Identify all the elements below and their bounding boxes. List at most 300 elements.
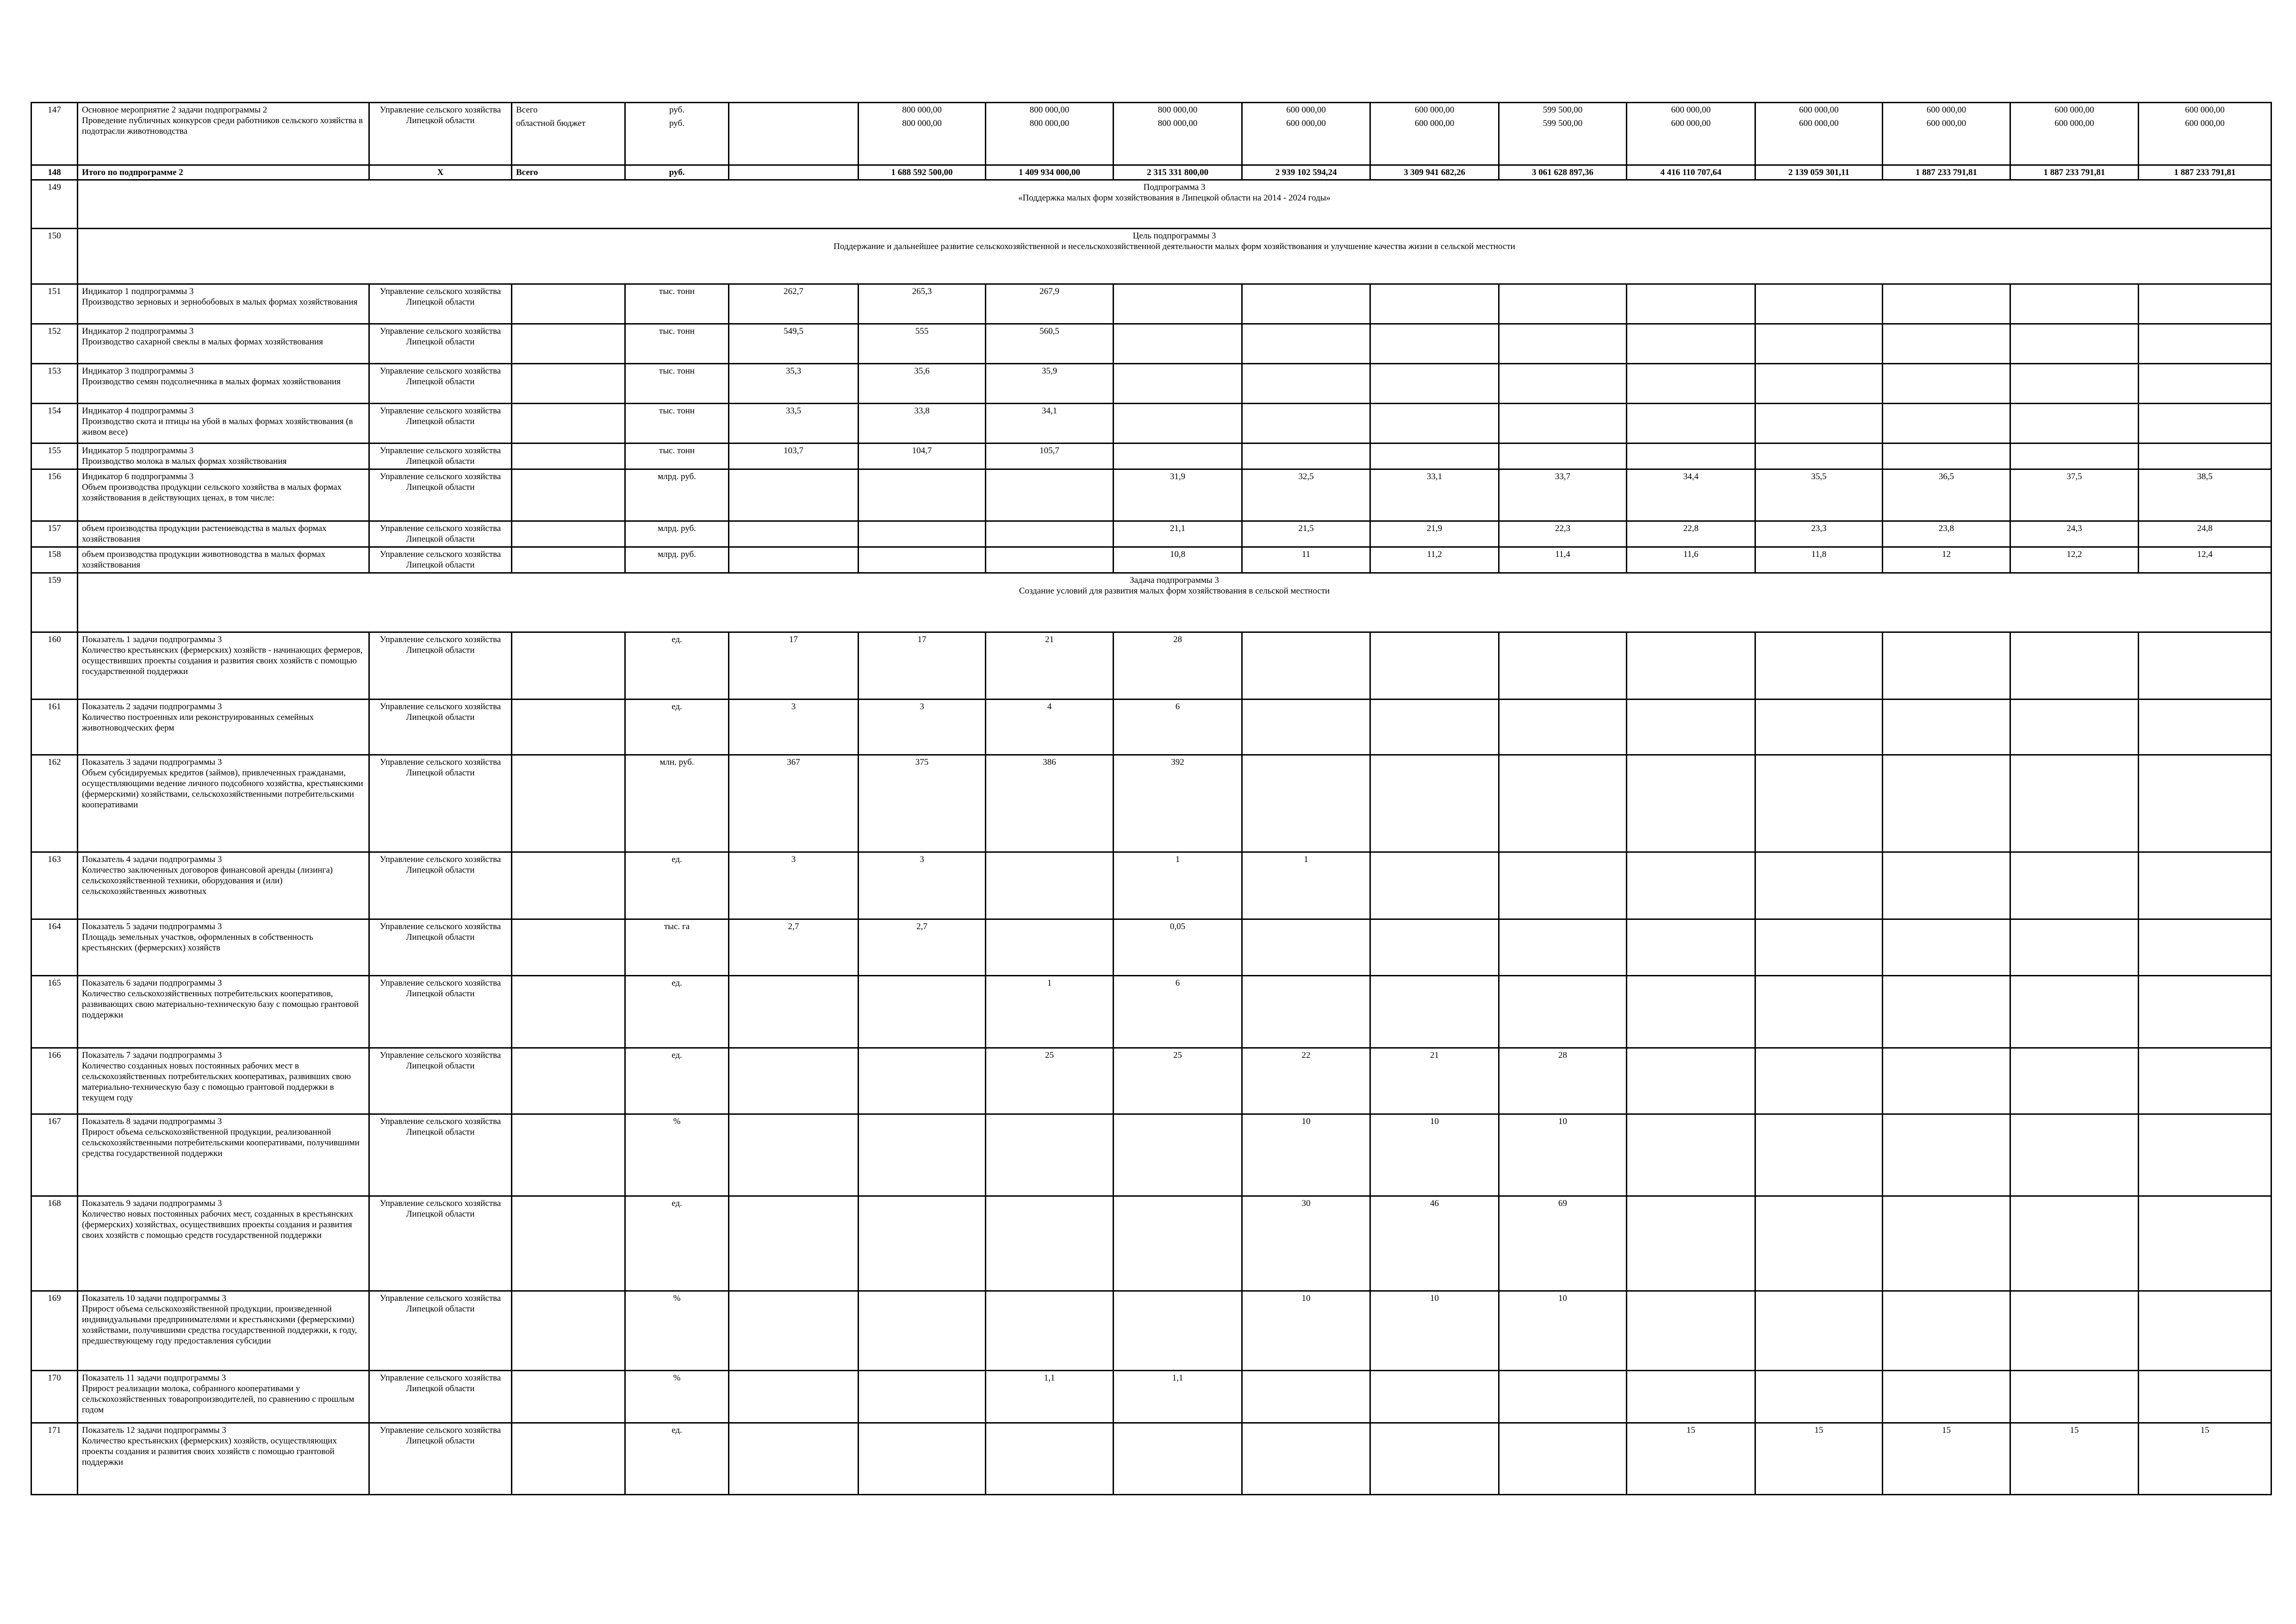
indicator-name: Индикатор 4 подпрограммы 3 Производство скота и птицы на убой в малых формах хозяйствования (в живом весе) <box>78 404 369 443</box>
value-cell <box>1883 443 2010 469</box>
value-cell <box>1499 1371 1627 1423</box>
value-cell <box>986 700 1114 755</box>
value: 15 <box>1942 1425 1951 1435</box>
value-cell <box>729 1423 859 1495</box>
indicator-name: Индикатор 2 подпрограммы 3 Производство сахарной свеклы в малых формах хозяйствования <box>78 324 369 364</box>
unit <box>625 1371 729 1423</box>
value-cell <box>986 632 1114 700</box>
table-row <box>31 103 2271 165</box>
value-cell <box>1499 521 1627 547</box>
indicator-name: Индикатор 3 подпрограммы 3 Производство семян подсолнечника в малых формах хозяйствования <box>78 364 369 404</box>
value-cell <box>1114 1371 1242 1423</box>
value: 1 688 592 500,00 <box>891 168 953 177</box>
unit <box>625 700 729 755</box>
value-cell <box>1883 1371 2010 1423</box>
value-cell <box>1114 1048 1242 1114</box>
value: 10,8 <box>1170 550 1186 559</box>
value-cell <box>859 1291 986 1371</box>
value: 37,5 <box>2066 472 2082 481</box>
value-cell <box>729 404 859 443</box>
funding-source <box>512 755 625 852</box>
unit-line: ед. <box>672 635 682 644</box>
value: 3 <box>920 855 924 864</box>
value-cell <box>1242 1423 1370 1495</box>
unit <box>625 1048 729 1114</box>
value-cell <box>1499 1291 1627 1371</box>
value-cell <box>859 632 986 700</box>
value-cell <box>1755 1114 1883 1196</box>
unit-line: тыс. тонн <box>659 366 695 376</box>
value: 1 <box>1047 978 1052 988</box>
value: 600 000,00 <box>1926 105 1966 115</box>
value-cell <box>986 852 1114 919</box>
value-cell <box>859 284 986 324</box>
value-cell <box>1627 755 1755 852</box>
value: 10 <box>1558 1293 1567 1303</box>
value-cell <box>1114 755 1242 852</box>
value: 1 887 233 791,81 <box>1916 168 1977 177</box>
value: 560,5 <box>1039 326 1059 336</box>
value-cell <box>1883 1291 2010 1371</box>
value-cell <box>1627 1423 1755 1495</box>
executor: Управление сельского хозяйства Липецкой области <box>369 469 512 521</box>
value-cell <box>1755 632 1883 700</box>
value: 555 <box>915 326 929 336</box>
value-cell <box>1755 469 1883 521</box>
value-cell <box>1242 1371 1370 1423</box>
indicator-name: Итого по подпрограмме 2 <box>78 165 369 180</box>
row-number: 164 <box>31 919 78 976</box>
unit <box>625 165 729 180</box>
value: 12,2 <box>2066 550 2082 559</box>
unit <box>625 755 729 852</box>
value: 33,1 <box>1426 472 1443 481</box>
value-cell <box>1755 1423 1883 1495</box>
value: 600 000,00 <box>2054 105 2094 115</box>
value-cell <box>2010 1196 2139 1291</box>
value-cell <box>1883 404 2010 443</box>
value-cell <box>1499 852 1627 919</box>
value-cell <box>986 469 1114 521</box>
funding-source <box>512 919 625 976</box>
value-cell <box>859 700 986 755</box>
value-cell <box>2139 521 2271 547</box>
row-number: 167 <box>31 1114 78 1196</box>
value-cell <box>729 469 859 521</box>
value-cell <box>859 165 986 180</box>
value: 17 <box>917 635 927 644</box>
unit <box>625 443 729 469</box>
executor: Управление сельского хозяйства Липецкой области <box>369 1291 512 1371</box>
value: 800 000,00 <box>1029 119 1070 128</box>
value: 103,7 <box>784 446 803 456</box>
value-cell <box>2139 443 2271 469</box>
value: 38,5 <box>2197 472 2213 481</box>
value-cell <box>1755 364 1883 404</box>
value: 4 416 110 707,64 <box>1660 168 1722 177</box>
program-indicators-table <box>31 102 2272 1495</box>
row-number: 156 <box>31 469 78 521</box>
value-cell <box>859 1048 986 1114</box>
value: 21,9 <box>1426 524 1443 533</box>
value: 10 <box>1301 1293 1311 1303</box>
unit-line: руб. <box>669 119 684 128</box>
value: 10 <box>1430 1293 1439 1303</box>
value-cell <box>729 165 859 180</box>
value-cell <box>1627 700 1755 755</box>
row-number: 169 <box>31 1291 78 1371</box>
value: 2 315 331 800,00 <box>1147 168 1208 177</box>
unit-line: руб. <box>669 105 684 115</box>
value-cell <box>1755 1196 1883 1291</box>
value: 11,2 <box>1427 550 1442 559</box>
funding-source <box>512 852 625 919</box>
indicator-name: Индикатор 1 подпрограммы 3 Производство зерновых и зернобобовых в малых формах хозяйствования <box>78 284 369 324</box>
table-row <box>31 573 2271 632</box>
value-cell <box>1370 852 1499 919</box>
value-cell <box>859 976 986 1048</box>
table-row <box>31 547 2271 573</box>
row-number: 153 <box>31 364 78 404</box>
value-cell <box>1114 1114 1242 1196</box>
value-cell <box>1883 755 2010 852</box>
value-cell <box>1883 700 2010 755</box>
value: 2 139 059 301,11 <box>1788 168 1849 177</box>
value-cell <box>729 324 859 364</box>
executor: Управление сельского хозяйства Липецкой области <box>369 1371 512 1423</box>
value-cell <box>1755 1371 1883 1423</box>
value-cell <box>1499 364 1627 404</box>
value-cell <box>1883 284 2010 324</box>
value-cell <box>1627 469 1755 521</box>
row-number: 155 <box>31 443 78 469</box>
unit-line: тыс. тонн <box>659 406 695 416</box>
value-cell <box>2139 976 2271 1048</box>
value-cell <box>2010 1048 2139 1114</box>
funding-source <box>512 1196 625 1291</box>
value-cell <box>1242 700 1370 755</box>
value-cell <box>1755 521 1883 547</box>
value-cell <box>1370 103 1499 165</box>
value-cell <box>1242 919 1370 976</box>
value: 1,1 <box>1044 1373 1055 1383</box>
value-cell <box>1883 1114 2010 1196</box>
value-cell <box>859 469 986 521</box>
indicator-name: Показатель 9 задачи подпрограммы 3 Количество новых постоянных рабочих мест, созданных в крестьянских (фермерских) хозяйствах, осуществивших проекты создания и развития своих хозяйств с помощью средств государственной поддержки <box>78 1196 369 1291</box>
row-number: 165 <box>31 976 78 1048</box>
indicator-name: Показатель 3 задачи подпрограммы 3 Объем субсидируемых кредитов (займов), привлеченных гражданами, осуществляющими ведение личного подсобного хозяйства, крестьянскими (фермерскими) хозяйствами, сельскохозяйственными потребительскими кооперативами <box>78 755 369 852</box>
value: 600 000,00 <box>1926 119 1966 128</box>
table-row <box>31 1423 2271 1495</box>
value: 33,7 <box>1555 472 1571 481</box>
value-cell <box>1242 852 1370 919</box>
value-cell <box>1114 852 1242 919</box>
value-cell <box>1755 165 1883 180</box>
indicator-name: Показатель 6 задачи подпрограммы 3 Количество сельскохозяйственных потребительских кооперативов, развивающих свою материально-техническую базу с помощью грантовой поддержки <box>78 976 369 1048</box>
value-cell <box>1114 165 1242 180</box>
row-number: 147 <box>31 103 78 165</box>
value-cell <box>1370 1423 1499 1495</box>
table-row <box>31 229 2271 284</box>
value-cell <box>859 852 986 919</box>
value-cell <box>859 364 986 404</box>
value-cell <box>1242 364 1370 404</box>
value: 600 000,00 <box>1799 105 1839 115</box>
executor: Управление сельского хозяйства Липецкой области <box>369 755 512 852</box>
unit <box>625 324 729 364</box>
value-cell <box>1370 165 1499 180</box>
value: 3 309 941 682,26 <box>1404 168 1465 177</box>
value-cell <box>729 919 859 976</box>
value-cell <box>986 443 1114 469</box>
row-number: 149 <box>31 180 78 229</box>
unit <box>625 404 729 443</box>
unit-line: ед. <box>672 702 682 712</box>
value: 6 <box>1175 978 1180 988</box>
value-cell <box>986 521 1114 547</box>
value-cell <box>1370 919 1499 976</box>
table-row <box>31 919 2271 976</box>
indicator-name: Основное мероприятие 2 задачи подпрограммы 2 Проведение публичных конкурсов среди работников сельского хозяйства в подотрасли животноводства <box>78 103 369 165</box>
row-number: 163 <box>31 852 78 919</box>
value-cell <box>2139 469 2271 521</box>
value-cell <box>1499 324 1627 364</box>
value-cell <box>1499 976 1627 1048</box>
value-cell <box>2139 1291 2271 1371</box>
value-cell <box>1627 165 1755 180</box>
value-cell <box>2010 632 2139 700</box>
value-cell <box>2010 404 2139 443</box>
executor: Управление сельского хозяйства Липецкой области <box>369 521 512 547</box>
value-cell <box>986 364 1114 404</box>
value-cell <box>1883 469 2010 521</box>
value-cell <box>729 1114 859 1196</box>
value-cell <box>986 1196 1114 1291</box>
value-cell <box>1114 364 1242 404</box>
value: 386 <box>1043 757 1056 767</box>
unit <box>625 1291 729 1371</box>
funding-source <box>512 284 625 324</box>
value-cell <box>1499 1114 1627 1196</box>
executor: Управление сельского хозяйства Липецкой области <box>369 547 512 573</box>
row-number: 168 <box>31 1196 78 1291</box>
value-cell <box>1370 469 1499 521</box>
value: 600 000,00 <box>1671 105 1711 115</box>
value-cell <box>1883 919 2010 976</box>
value-cell <box>1242 1048 1370 1114</box>
value-cell <box>1627 1048 1755 1114</box>
value-cell <box>1627 976 1755 1048</box>
executor: Управление сельского хозяйства Липецкой области <box>369 852 512 919</box>
value-cell <box>986 103 1114 165</box>
funding-source <box>512 632 625 700</box>
executor: Управление сельского хозяйства Липецкой области <box>369 404 512 443</box>
unit-line: % <box>673 1117 681 1126</box>
funding-source-line: Всего <box>516 168 538 177</box>
table-row <box>31 165 2271 180</box>
executor: Управление сельского хозяйства Липецкой области <box>369 443 512 469</box>
value-cell <box>2010 547 2139 573</box>
value-cell <box>1114 324 1242 364</box>
value-cell <box>1242 165 1370 180</box>
value-cell <box>1370 976 1499 1048</box>
value-cell <box>859 1114 986 1196</box>
value: 25 <box>1045 1050 1054 1060</box>
table-row <box>31 755 2271 852</box>
executor: Управление сельского хозяйства Липецкой области <box>369 364 512 404</box>
indicator-name: Показатель 11 задачи подпрограммы 3 Прирост реализации молока, собранного кооперативами у сельскохозяйственных товаропроизводителей, по сравнению с прошлым годом <box>78 1371 369 1423</box>
value-cell <box>1114 103 1242 165</box>
value-cell <box>2139 755 2271 852</box>
value-cell <box>2139 404 2271 443</box>
value-cell <box>2139 632 2271 700</box>
value: 600 000,00 <box>2185 119 2225 128</box>
value-cell <box>1883 1196 2010 1291</box>
unit-line: % <box>673 1293 681 1303</box>
value-cell <box>1755 404 1883 443</box>
value-cell <box>859 919 986 976</box>
table-row <box>31 1291 2271 1371</box>
value-cell <box>1883 852 2010 919</box>
unit-line: ед. <box>672 978 682 988</box>
value-cell <box>1627 103 1755 165</box>
value: 12,4 <box>2197 550 2213 559</box>
value-cell <box>1883 1048 2010 1114</box>
value-cell <box>2010 443 2139 469</box>
table-row <box>31 364 2271 404</box>
funding-source <box>512 1371 625 1423</box>
row-number: 150 <box>31 229 78 284</box>
value: 35,6 <box>914 366 930 376</box>
value: 33,5 <box>785 406 802 416</box>
value-cell <box>2139 1196 2271 1291</box>
value-cell <box>1114 443 1242 469</box>
unit-line: руб. <box>669 168 685 177</box>
value: 31,9 <box>1170 472 1186 481</box>
section-header: Подпрограмма 3 «Поддержка малых форм хозяйствования в Липецкой области на 2014 - 2024 годы» <box>78 180 2271 229</box>
table-row <box>31 521 2271 547</box>
value-cell <box>1370 1048 1499 1114</box>
value: 600 000,00 <box>1414 105 1455 115</box>
value-cell <box>1242 632 1370 700</box>
value-cell <box>729 547 859 573</box>
funding-source-line: областной бюджет <box>516 119 586 128</box>
value-cell <box>1499 284 1627 324</box>
value-cell <box>729 103 859 165</box>
table-row <box>31 852 2271 919</box>
value-cell <box>1627 1196 1755 1291</box>
funding-source <box>512 521 625 547</box>
row-number: 148 <box>31 165 78 180</box>
table-row <box>31 1048 2271 1114</box>
table-row <box>31 632 2271 700</box>
table-row <box>31 1371 2271 1423</box>
value-cell <box>2139 852 2271 919</box>
unit-line: млрд. руб. <box>658 472 696 481</box>
value-cell <box>2010 324 2139 364</box>
value: 3 <box>791 702 796 712</box>
value-cell <box>1627 284 1755 324</box>
table-row <box>31 324 2271 364</box>
value-cell <box>2010 1371 2139 1423</box>
executor: Управление сельского хозяйства Липецкой области <box>369 284 512 324</box>
value: 3 <box>920 702 924 712</box>
value-cell <box>2139 364 2271 404</box>
value-cell <box>1370 632 1499 700</box>
value: 1 <box>1175 855 1180 864</box>
value: 800 000,00 <box>1157 105 1198 115</box>
value-cell <box>1499 700 1627 755</box>
value-cell <box>1242 547 1370 573</box>
value-cell <box>729 852 859 919</box>
value: 800 000,00 <box>902 105 942 115</box>
value-cell <box>1627 919 1755 976</box>
value-cell <box>2010 919 2139 976</box>
value-cell <box>2010 976 2139 1048</box>
unit-line: ед. <box>672 1199 682 1208</box>
value: 600 000,00 <box>2054 119 2094 128</box>
value-cell <box>1883 521 2010 547</box>
unit-line: тыс. тонн <box>659 326 695 336</box>
value: 1 409 934 000,00 <box>1019 168 1080 177</box>
value-cell <box>1242 755 1370 852</box>
value-cell <box>859 324 986 364</box>
table-row <box>31 404 2271 443</box>
value-cell <box>2139 284 2271 324</box>
value: 28 <box>1173 635 1182 644</box>
value: 392 <box>1171 757 1184 767</box>
indicator-name: Показатель 7 задачи подпрограммы 3 Количество созданных новых постоянных рабочих мест в сельскохозяйственных потребительских кооперативах, развивших свою материально-техническую базу с помощью грантовой поддержки в текущем году <box>78 1048 369 1114</box>
value: 35,9 <box>1041 366 1058 376</box>
value: 21 <box>1430 1050 1439 1060</box>
value-cell <box>1370 1371 1499 1423</box>
value-cell <box>1242 284 1370 324</box>
value: 34,1 <box>1041 406 1058 416</box>
value-cell <box>2010 521 2139 547</box>
value-cell <box>1242 521 1370 547</box>
value-cell <box>729 364 859 404</box>
unit-line: млрд. руб. <box>658 550 696 559</box>
value-cell <box>1755 1291 1883 1371</box>
indicator-name: Показатель 10 задачи подпрограммы 3 Прирост объема сельскохозяйственной продукции, произведенной индивидуальными предпринимателями и крестьянскими (фермерскими) хозяйствами, получившими средства государственной поддержки, к году, предшествующему году предоставления субсидии <box>78 1291 369 1371</box>
value: 1,1 <box>1172 1373 1183 1383</box>
table-row <box>31 1114 2271 1196</box>
value: 600 000,00 <box>1671 119 1711 128</box>
executor: Управление сельского хозяйства Липецкой области <box>369 919 512 976</box>
value-cell <box>1370 1291 1499 1371</box>
value-cell <box>2010 469 2139 521</box>
value-cell <box>986 165 1114 180</box>
funding-source <box>512 324 625 364</box>
indicator-name: Индикатор 5 подпрограммы 3 Производство молока в малых формах хозяйствования <box>78 443 369 469</box>
value: 21 <box>1045 635 1054 644</box>
row-number: 171 <box>31 1423 78 1495</box>
value-cell <box>1499 1048 1627 1114</box>
value: 11,6 <box>1683 550 1699 559</box>
row-number: 157 <box>31 521 78 547</box>
value-cell <box>1114 1291 1242 1371</box>
value-cell <box>1755 1048 1883 1114</box>
value-cell <box>859 1196 986 1291</box>
value-cell <box>1370 1196 1499 1291</box>
value-cell <box>1627 364 1755 404</box>
value-cell <box>1883 165 2010 180</box>
unit <box>625 1423 729 1495</box>
indicator-name: Индикатор 6 подпрограммы 3 Объем производства продукции сельского хозяйства в малых формах хозяйствования в действующих ценах, в том числе: <box>78 469 369 521</box>
value-cell <box>1627 1114 1755 1196</box>
value-cell <box>1370 284 1499 324</box>
value: 3 <box>791 855 796 864</box>
